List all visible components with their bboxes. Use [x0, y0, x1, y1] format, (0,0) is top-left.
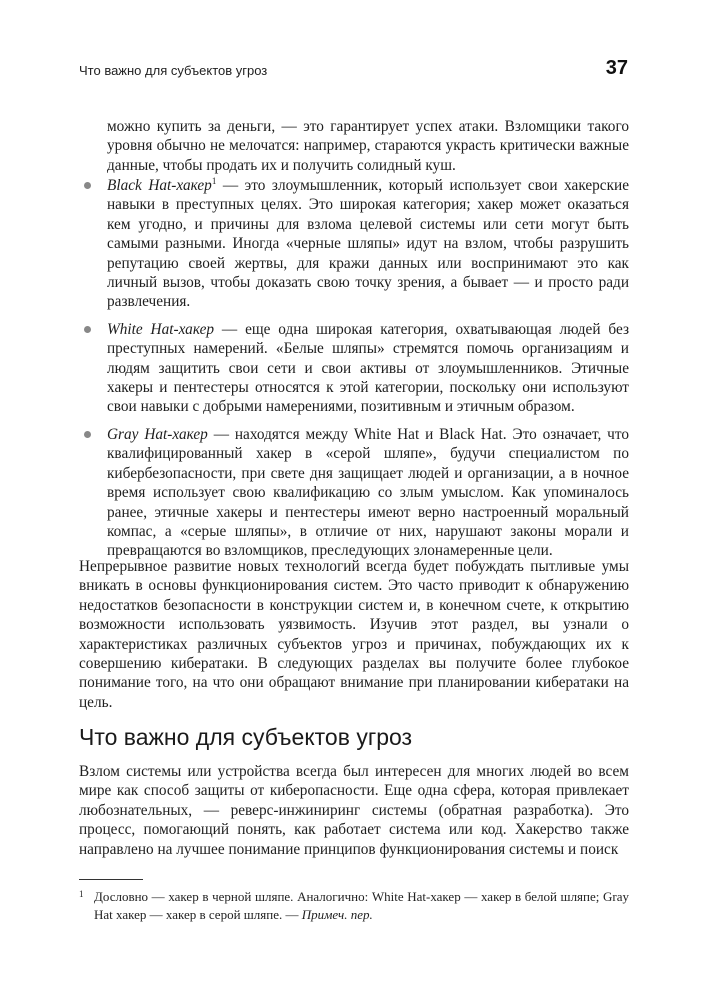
footnote-reference[interactable]: 1	[211, 175, 217, 186]
list-item-white-hat	[79, 320, 629, 417]
running-title: Что важно для субъектов угроз	[79, 63, 268, 78]
section-heading: Что важно для субъектов угроз	[79, 724, 413, 750]
continuation-paragraph: можно купить за деньги, — это гарантирует успех атаки. Взломщики такого уровня обычно не мелочатся: например, стараются украсть критически важные данные, чтобы продать их и получить солидный куш.	[107, 118, 629, 174]
term-white-hat: White Hat-хакер	[107, 320, 215, 338]
bullet-text: — находятся между White Hat и Black Hat. Это означает, что квалифицированный хакер в «серой шляпе», будучи специалистом по кибербезопасности, при свете дня защищает людей и организации, а в ночное время использует свою квалификацию со злым умыслом. Как упоминалось ранее, этичные хакеры и пентестеры имеют верно настроенный моральный компас, а «серые шляпы», в отличие от них, нарушают законы морали и превращаются во взломщиков, преследующих злонамеренные цели.	[107, 425, 630, 560]
footnote-body	[79, 888, 629, 924]
footnote-divider	[79, 879, 143, 880]
footnote-translator-note: Примеч. пер.	[301, 907, 373, 922]
footnote	[79, 888, 629, 924]
list-item-black-hat	[79, 176, 629, 312]
hacker-types-list	[79, 176, 629, 569]
bullet-text: — еще одна широкая категория, охватывающая людей без преступных намерений. «Белые шляпы» стремятся помочь организациям и людям защитить свои сети и свои активы от злоумышленников. Этичные хакеры и пентестеры относятся к этой категории, поскольку они используют свои навыки с добрыми намерениями, позитивным и этичным образом.	[107, 320, 629, 416]
bullet-dot-icon	[84, 431, 91, 438]
section-paragraph: Взлом системы или устройства всегда был интересен для многих людей во всем мире как способ защиты от киберопасности. Еще одна сфера, которая привлекает любознательных, — реверс-инжиниринг системы (обратная разработка). Это процесс, помогающий понять, как работает система или код. Хакерство также направлено на лучшее понимание принципов функционирования системы и поиск	[79, 763, 629, 858]
bullet-text: — это злоумышленник, который использует свои хакерские навыки в преступных целях. Это широкая категория; хакер может оказаться кем угодно, и причины для взлома целевой системы или сети могут быть самыми разными. Иногда «черные шляпы» идут на взлом, чтобы разрушить репутацию своей жертвы, для кражи данных или воспринимают это как личный вызов, чтобы доказать свою точку зрения, а бывает — и просто ради развлечения.	[107, 177, 630, 311]
footnote-text: Дословно — хакер в черной шляпе. Аналогично: White Hat-хакер — хакер в белой шляпе; Gray Hat хакер — хакер в серой шляпе. —	[94, 889, 629, 922]
bullet-dot-icon	[84, 182, 91, 189]
footnote-mark: 1	[79, 889, 84, 899]
page-number: 37	[605, 57, 628, 79]
bullet-dot-icon	[84, 326, 91, 333]
list-item-gray-hat	[79, 425, 629, 561]
summary-paragraph: Непрерывное развитие новых технологий всегда будет побуждать пытливые умы вникать в основы функционирования систем. Это часто приводит к обнаружению недостатков безопасности в конструкции систем и, в конечном счете, к открытию возможности использовать уязвимость. Изучив этот раздел, вы узнали о характеристиках различных субъектов угроз и причинах, побуждающих их к совершению кибератаки. В следующих разделах вы получите более глубокое понимание того, на что они обращают внимание при планировании кибератаки на цель.	[79, 558, 629, 711]
term-gray-hat: Gray Hat-хакер	[107, 425, 208, 443]
term-black-hat: Black Hat-хакер	[107, 177, 212, 194]
